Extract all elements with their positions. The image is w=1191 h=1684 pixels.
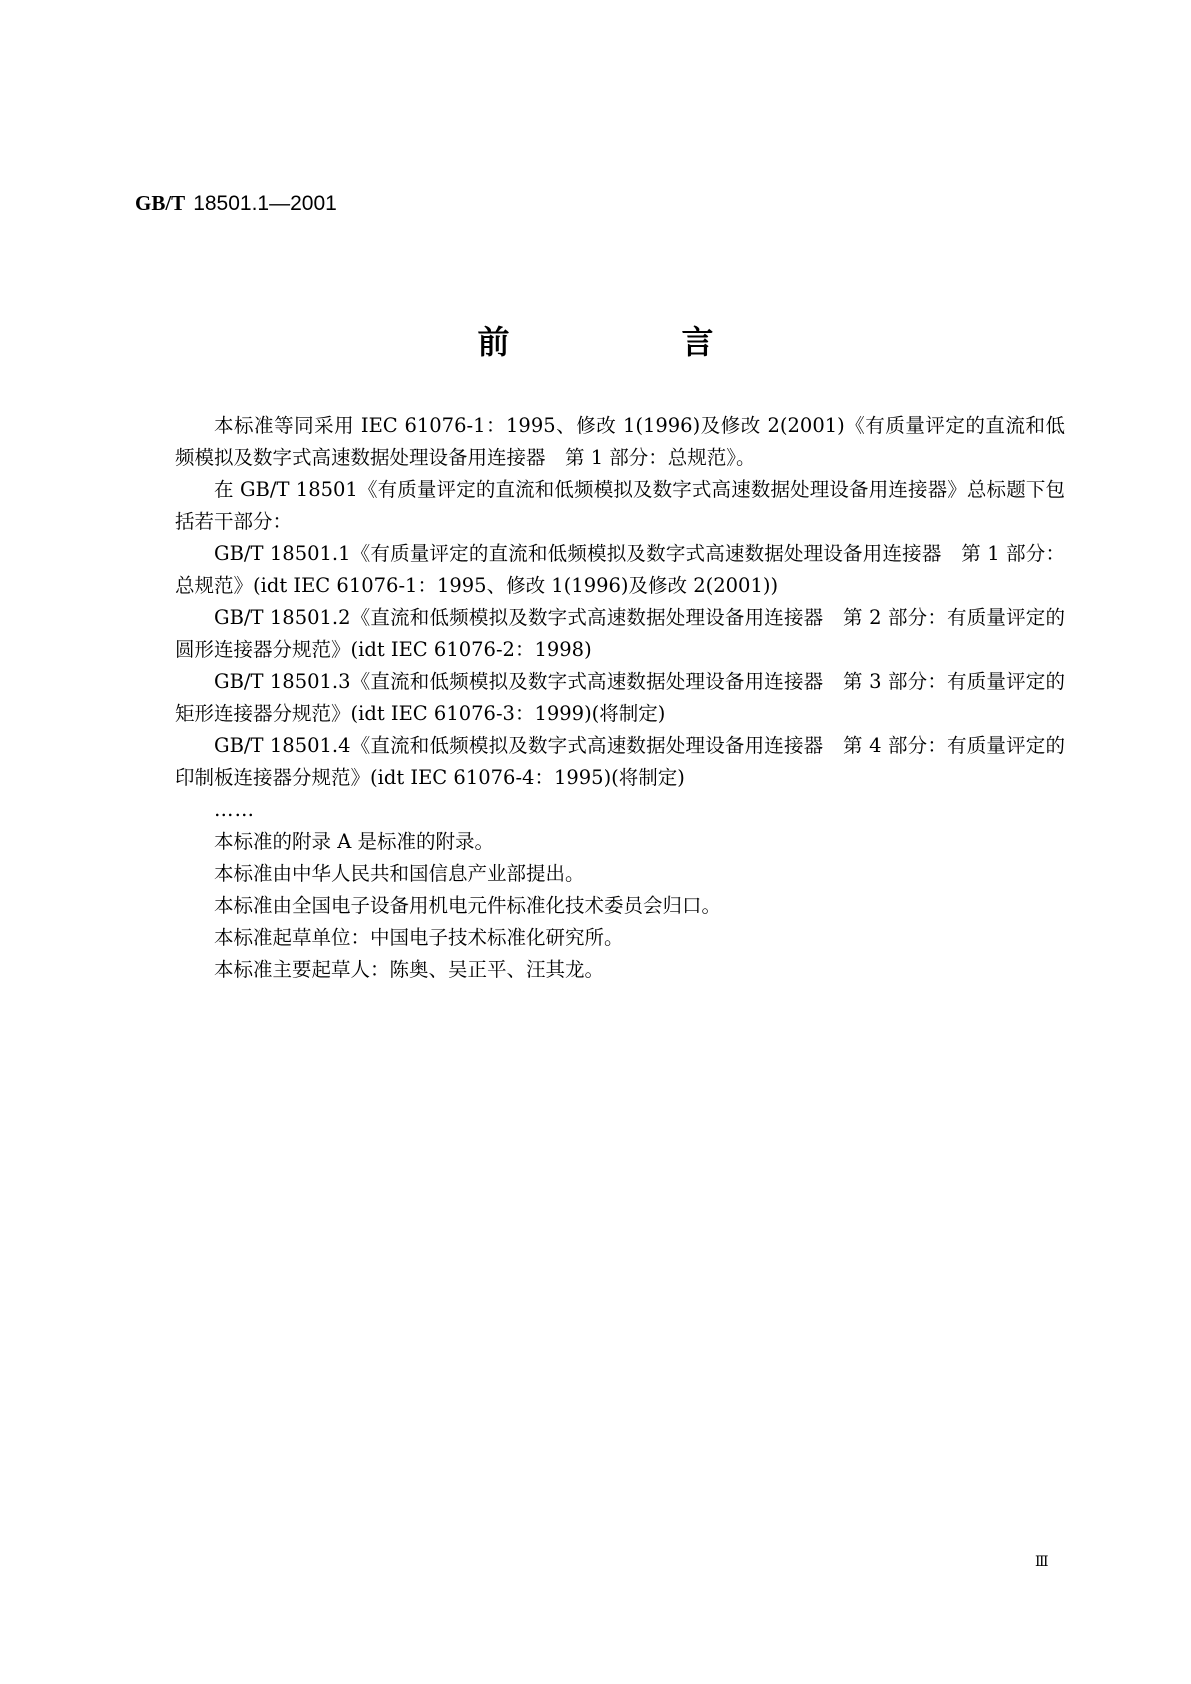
paragraph-adoption: 本标准等同采用 IEC 61076-1：1995、修改 1(1996)及修改 2(2001)《有质量评定的直流和低频模拟及数字式高速数据处理设备用连接器 第 1 部分：总规范》。 — [175, 414, 1065, 469]
paragraph-committee: 本标准由全国电子设备用机电元件标准化技术委员会归口。 — [214, 894, 722, 917]
page-number: Ⅲ — [1035, 1554, 1049, 1570]
paragraph-part-1: GB/T 18501.1《有质量评定的直流和低频模拟及数字式高速数据处理设备用连接器 第 1 部分：总规范》(idt IEC 61076-1：1995、修改 1(1996)及修改 2(2001)) — [175, 542, 1065, 597]
page-title: 前 言 — [477, 323, 784, 361]
standard-code-prefix: GB/T — [135, 191, 186, 215]
paragraph-part-3: GB/T 18501.3《直流和低频模拟及数字式高速数据处理设备用连接器 第 3 部分：有质量评定的矩形连接器分规范》(idt IEC 61076-3：1999)(将制定) — [175, 670, 1065, 725]
ellipsis: …… — [214, 798, 255, 821]
standard-code-number: 18501.1—2001 — [193, 192, 337, 215]
standard-code — [135, 190, 337, 217]
foreword-body — [175, 410, 1065, 986]
paragraph-part-4: GB/T 18501.4《直流和低频模拟及数字式高速数据处理设备用连接器 第 4 部分：有质量评定的印制板连接器分规范》(idt IEC 61076-4：1995)(将制定) — [175, 734, 1065, 789]
paragraph-series-intro: 在 GB/T 18501《有质量评定的直流和低频模拟及数字式高速数据处理设备用连接器》总标题下包括若干部分： — [175, 478, 1065, 533]
paragraph-drafters: 本标准主要起草人：陈奥、吴正平、汪其龙。 — [214, 958, 605, 981]
paragraph-appendix: 本标准的附录 A 是标准的附录。 — [214, 830, 494, 853]
paragraph-drafting-unit: 本标准起草单位：中国电子技术标准化研究所。 — [214, 926, 624, 949]
paragraph-proposer: 本标准由中华人民共和国信息产业部提出。 — [214, 862, 585, 885]
paragraph-part-2: GB/T 18501.2《直流和低频模拟及数字式高速数据处理设备用连接器 第 2 部分：有质量评定的圆形连接器分规范》(idt IEC 61076-2：1998) — [175, 606, 1065, 661]
